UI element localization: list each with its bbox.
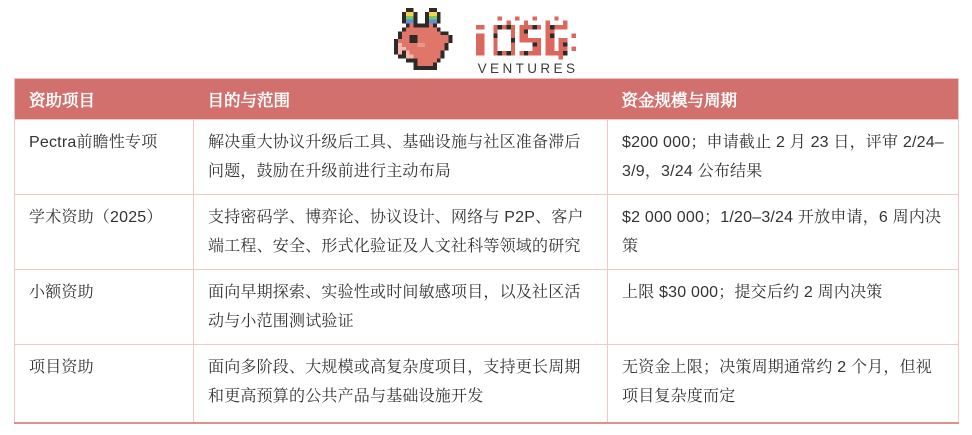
table-row (15, 270, 959, 345)
table-header (15, 79, 959, 120)
cell-purpose: 面向多阶段、大规模或高复杂度项目，支持更长周期和更高预算的公共产品与基础设施开发 (194, 345, 608, 423)
cell-project: 项目资助 (15, 345, 194, 423)
cell-project: Pectra前瞻性专项 (15, 120, 194, 195)
header-row (15, 79, 959, 120)
grant-table (14, 78, 959, 424)
header-funding: 资金规模与周期 (608, 79, 959, 120)
table-row (15, 120, 959, 195)
table-row (15, 195, 959, 270)
brand-subtitle: VENTURES (477, 61, 579, 76)
cell-purpose: 解决重大协议升级后工具、基础设施与社区准备滞后问题，鼓励在升级前进行主动布局 (194, 120, 608, 195)
cell-funding: 无资金上限；决策周期通常约 2 个月，但视项目复杂度而定 (608, 345, 959, 423)
cell-purpose: 面向早期探索、实验性或时间敏感项目，以及社区活动与小范围测试验证 (194, 270, 608, 345)
cell-project: 学术资助（2025） (15, 195, 194, 270)
cell-funding: 上限 $30 000；提交后约 2 周内决策 (608, 270, 959, 345)
header-project: 资助项目 (15, 79, 194, 120)
header-purpose: 目的与范围 (194, 79, 608, 120)
cell-funding: $2 000 000；1/20–3/24 开放申请，6 周内决策 (608, 195, 959, 270)
cell-purpose: 支持密码学、博弈论、协议设计、网络与 P2P、客户端工程、安全、形式化验证及人文社科等领域的研究 (194, 195, 608, 270)
table-body (15, 120, 959, 423)
cell-funding: $200 000；申请截止 2 月 23 日，评审 2/24–3/9，3/24 公布结果 (608, 120, 959, 195)
brand-wordmark-icon (476, 16, 576, 60)
table-row (15, 345, 959, 423)
brand-block (476, 16, 579, 76)
logo (0, 6, 972, 76)
llama-pixel-icon (394, 8, 464, 75)
cell-project: 小额资助 (15, 270, 194, 345)
